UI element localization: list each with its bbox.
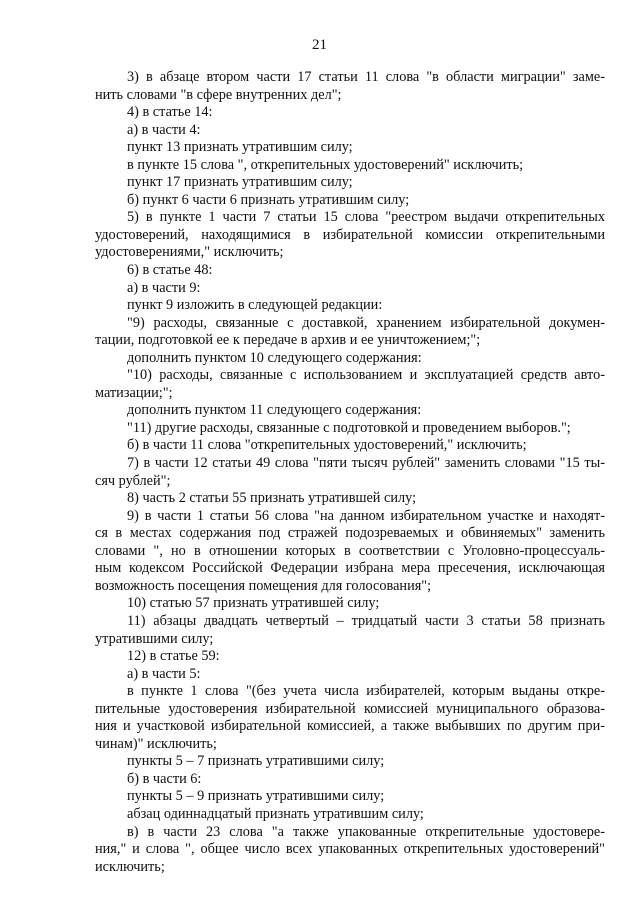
text-line: б) в части 6:	[127, 770, 202, 787]
text-line: в пункте 1 слова "(без учета числа избирателей, которым выданы откре-	[127, 683, 605, 700]
text-line: пункт 17 признать утратившим силу;	[127, 174, 353, 191]
text-line: ния," и слова ", общее число всех упакованных открепительных удостоверений"	[95, 841, 605, 858]
text-line: 4) в статье 14:	[127, 104, 213, 121]
text-line: "10) расходы, связанные с использованием и эксплуатацией средств авто-	[127, 367, 605, 384]
text-line: пункты 5 – 7 признать утратившими силу;	[127, 753, 385, 770]
text-line: утратившими силу;	[95, 630, 214, 647]
text-line: 6) в статье 48:	[127, 262, 213, 279]
text-line: дополнить пунктом 11 следующего содержания:	[127, 402, 422, 419]
text-line: удостоверений, находящимися в избирательной комиссии открепительными	[95, 226, 605, 243]
text-line: тации, подготовкой ее к передаче в архив и ее уничтожением;";	[95, 332, 481, 349]
text-line: в) в части 23 слова "а также упакованные открепительные удостовере-	[127, 823, 605, 840]
text-line: исключить;	[95, 858, 165, 875]
text-line: а) в части 4:	[127, 121, 201, 138]
text-line: пительные удостоверения избирательной комиссией муниципального образова-	[95, 700, 605, 717]
text-line: ния и участковой избирательной комиссией, а также выбывших по другим при-	[95, 718, 605, 735]
text-line: нить словами "в сфере внутренних дел";	[95, 86, 342, 103]
text-line: в пункте 15 слова ", открепительных удостоверений" исключить;	[127, 156, 524, 173]
text-line: 7) в части 12 статьи 49 слова "пяти тысяч рублей" заменить словами "15 ты-	[127, 455, 605, 472]
text-line: пункт 9 изложить в следующей редакции:	[127, 297, 383, 314]
text-line: абзац одиннадцатый признать утратившим силу;	[127, 805, 424, 822]
text-line: б) в части 11 слова "открепительных удостоверений," исключить;	[127, 437, 527, 454]
text-line: пункты 5 – 9 признать утратившими силу;	[127, 788, 385, 805]
text-line: удостоверениями," исключить;	[95, 244, 284, 261]
text-line: 11) абзацы двадцать четвертый – тридцатый части 3 статьи 58 признать	[127, 612, 605, 629]
text-line: 3) в абзаце втором части 17 статьи 11 слова "в области миграции" заме-	[127, 69, 605, 85]
text-line: матизации;";	[95, 384, 173, 401]
text-line: словами ", но в отношении которых в соответствии с Уголовно-процессуаль-	[95, 542, 605, 559]
text-line: ся в местах содержания под стражей подозреваемых и обвиняемых" заменить	[95, 525, 605, 542]
text-line: 5) в пункте 1 части 7 статьи 15 слова "реестром выдачи открепительных	[127, 209, 605, 226]
text-line: возможность посещения помещения для голосования";	[95, 577, 432, 594]
text-line: б) пункт 6 части 6 признать утратившим силу;	[127, 191, 410, 208]
text-line: 8) часть 2 статьи 55 признать утратившей силу;	[127, 490, 417, 507]
text-line: а) в части 5:	[127, 665, 201, 682]
document-body	[95, 69, 605, 876]
text-line: 9) в части 1 статьи 56 слова "на данном избирательном участке и находят-	[127, 507, 605, 524]
text-line: а) в части 9:	[127, 279, 201, 296]
page-number: 21	[312, 37, 327, 53]
text-line: пункт 13 признать утратившим силу;	[127, 139, 353, 156]
text-line: сяч рублей";	[95, 472, 171, 489]
text-line: "11) другие расходы, связанные с подготовкой и проведением выборов.";	[127, 419, 571, 436]
text-line: 12) в статье 59:	[127, 648, 220, 665]
text-line: 10) статью 57 признать утратившей силу;	[127, 595, 380, 612]
text-line: чинам)" исключить;	[95, 735, 217, 752]
text-line: "9) расходы, связанные с доставкой, хранением избирательной докумен-	[127, 314, 605, 331]
text-line: ным кодексом Российской Федерации избрана мера пресечения, исключающая	[95, 560, 605, 577]
text-line: дополнить пунктом 10 следующего содержания:	[127, 349, 422, 366]
